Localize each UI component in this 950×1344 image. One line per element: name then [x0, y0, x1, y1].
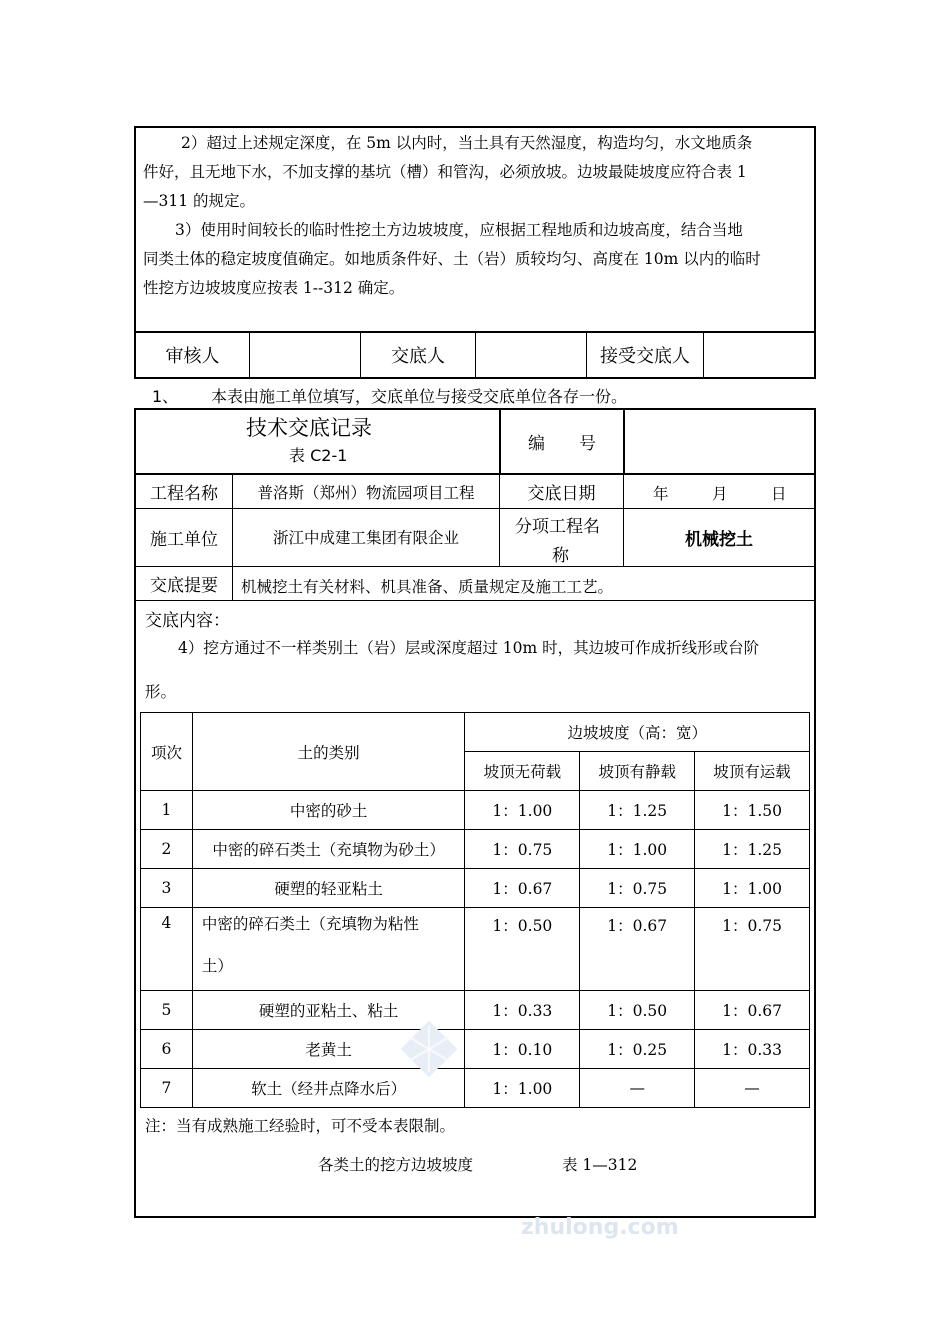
row-number: 1 [141, 791, 193, 830]
slope-no-load: 1：0.75 [465, 830, 580, 869]
slope-no-load: 1：1.00 [465, 1069, 580, 1108]
form-code: 表 C2-1 [289, 446, 348, 465]
project-name-label: 工程名称 [150, 484, 218, 504]
slope-static-load: 1：0.67 [580, 908, 695, 991]
para-3-line-3: 性挖方边坡坡度应按表 1--312 确定。 [143, 279, 405, 297]
slope-no-load: 1：1.00 [465, 791, 580, 830]
project-name-value: 普洛斯（郑州）物流园项目工程 [257, 483, 475, 502]
soil-type: 老黄土 [192, 1030, 465, 1069]
footnote-number: 1、 [152, 387, 179, 406]
row-border [135, 600, 815, 601]
slope-moving-load: 1：1.50 [695, 791, 810, 830]
slope-moving-load: 1：1.25 [695, 830, 810, 869]
table-row [141, 869, 810, 908]
soil-type-line-2: 土） [201, 957, 233, 975]
slope-moving-load: 1：0.33 [695, 1030, 810, 1069]
reviewer-label: 审核人 [165, 346, 220, 367]
slope-moving-load: 1：0.67 [695, 991, 810, 1030]
subproject-label-line-2: 称 [552, 546, 569, 566]
soil-type: 中密的砂土 [192, 791, 465, 830]
para-3-line-2: 同类土体的稳定坡度值确定。如地质条件好、土（岩）质较均匀、高度在 10m 以内的临时 [143, 250, 761, 268]
para-4-line-1: 4）挖方通过不一样类别土（岩）层或深度超过 10m 时，其边坡可作成折线形或台阶 [178, 639, 760, 657]
slope-static-load: 1：0.25 [580, 1030, 695, 1069]
slope-moving-load: 1：0.75 [695, 908, 810, 991]
header-item: 项次 [141, 713, 193, 791]
para-4-line-2: 形。 [145, 683, 177, 701]
subheader-static-load: 坡顶有静载 [580, 752, 695, 791]
slope-no-load: 1：0.50 [465, 908, 580, 991]
row-number: 7 [141, 1069, 193, 1108]
header-soil-type: 土的类别 [192, 713, 465, 791]
row-number: 2 [141, 830, 193, 869]
row-number: 3 [141, 869, 193, 908]
form-title: 技术交底记录 [246, 416, 372, 440]
para-2-line-2: 件好，且无地下水，不加支撑的基坑（槽）和管沟，必须放坡。边坡最陡坡度应符合表 1 [143, 163, 747, 181]
slope-table [140, 712, 810, 1108]
summary-label: 交底提要 [150, 576, 218, 596]
soil-type-line-1: 中密的碎石类土（充填物为粘性 [201, 915, 419, 933]
slope-static-load: 1：0.75 [580, 869, 695, 908]
soil-type: 硬塑的亚粘土、粘土 [192, 991, 465, 1030]
soil-type [192, 908, 465, 991]
soil-type: 软土（经井点降水后） [192, 1069, 465, 1108]
date-month[interactable]: 月 [712, 485, 728, 503]
number-field[interactable] [625, 410, 814, 472]
subheader-moving-load: 坡顶有运载 [695, 752, 810, 791]
table-row [141, 908, 810, 991]
table-caption-code: 表 1—312 [562, 1156, 638, 1174]
footnote-text: 本表由施工单位填写，交底单位与接受交底单位各存一份。 [211, 387, 628, 406]
contractor-label: 施工单位 [150, 529, 218, 550]
table-row [141, 1069, 810, 1108]
snowflake-watermark-icon [392, 1012, 466, 1086]
subproject-value: 机械挖土 [685, 529, 753, 550]
slope-moving-load: 1：1.00 [695, 869, 810, 908]
contractor-value: 浙江中成建工集团有限企业 [272, 529, 459, 547]
slope-no-load: 1：0.10 [465, 1030, 580, 1069]
presenter-signature-field[interactable] [476, 333, 586, 377]
table-caption: 各类土的挖方边坡坡度 [318, 1156, 474, 1174]
slope-static-load: 1：1.00 [580, 830, 695, 869]
slope-moving-load: — [695, 1069, 810, 1108]
content-label: 交底内容： [145, 611, 230, 631]
table-row [141, 991, 810, 1030]
table-row [141, 791, 810, 830]
slope-static-load: — [580, 1069, 695, 1108]
date-day[interactable]: 日 [771, 485, 787, 503]
para-3-line-1: 3）使用时间较长的临时性挖土方边坡坡度，应根据工程地质和边坡高度，结合当地 [175, 221, 743, 239]
para-2-line-3: —311 的规定。 [143, 192, 256, 210]
subheader-no-load: 坡顶无荷载 [465, 752, 580, 791]
slope-static-load: 1：1.25 [580, 791, 695, 830]
presenter-label: 交底人 [391, 346, 445, 367]
row-border [135, 566, 815, 567]
date-label: 交底日期 [527, 484, 596, 504]
subproject-label-line-1: 分项工程名 [515, 517, 600, 537]
header-slope: 边坡坡度（高：宽） [465, 713, 810, 752]
table-note: 注：当有成熟施工经验时，可不受本表限制。 [145, 1117, 456, 1135]
slope-no-load: 1：0.33 [465, 991, 580, 1030]
slope-static-load: 1：0.50 [580, 991, 695, 1030]
para-2-line-1: 2）超过上述规定深度，在 5m 以内时，当土具有天然湿度，构造均匀，水文地质条 [181, 134, 753, 152]
number-label: 编 号 [528, 433, 596, 454]
row-number: 4 [141, 908, 193, 991]
date-year[interactable]: 年 [653, 485, 669, 503]
row-number: 5 [141, 991, 193, 1030]
soil-type: 中密的碎石类土（充填物为砂土） [192, 830, 465, 869]
row-number: 6 [141, 1030, 193, 1069]
soil-type: 硬塑的轻亚粘土 [192, 869, 465, 908]
receiver-label: 接受交底人 [600, 346, 690, 367]
table-row [141, 1030, 810, 1069]
watermark-text: zhulong.com [521, 1215, 679, 1240]
receiver-signature-field[interactable] [704, 333, 814, 377]
table-row [141, 830, 810, 869]
summary-value: 机械挖土有关材料、机具准备、质量规定及施工工艺。 [241, 578, 614, 596]
reviewer-signature-field[interactable] [250, 333, 360, 377]
slope-no-load: 1：0.67 [465, 869, 580, 908]
